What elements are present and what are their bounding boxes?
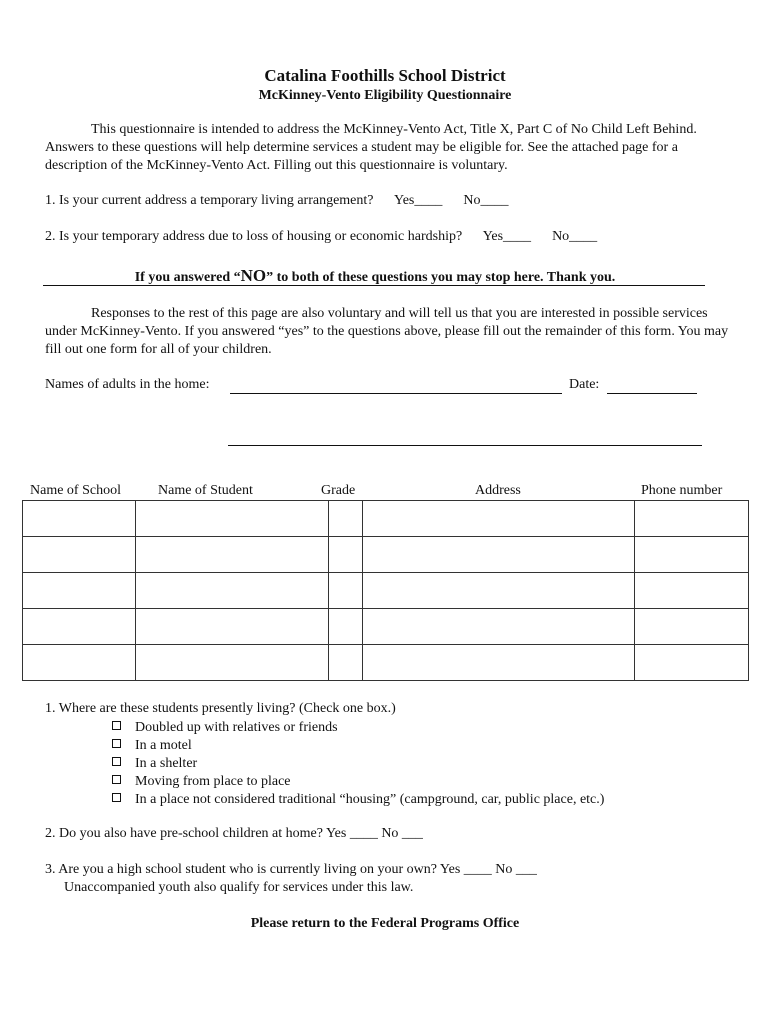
checkbox-icon[interactable]	[112, 757, 121, 766]
stop-notice	[45, 266, 705, 286]
screening-question-1-yes[interactable]: Yes____	[393, 193, 443, 208]
living-option[interactable]	[112, 719, 604, 737]
date-label: Date:	[569, 377, 600, 392]
living-option[interactable]	[112, 791, 604, 809]
screening-question-2	[45, 229, 597, 245]
adults-label: Names of adults in the home:	[45, 377, 210, 392]
grade-cell[interactable]	[329, 573, 363, 609]
living-option[interactable]	[112, 773, 604, 791]
phone-cell[interactable]	[635, 537, 749, 573]
school-cell[interactable]	[23, 537, 136, 573]
student-cell[interactable]	[136, 501, 329, 537]
screening-question-1	[45, 193, 508, 209]
intro-paragraph	[45, 121, 735, 175]
living-question: 1. Where are these students presently living? (Check one box.)	[45, 701, 396, 716]
address-cell[interactable]	[363, 645, 635, 681]
preschool-question: 2. Do you also have pre-school children at home? Yes ____ No ___	[45, 826, 423, 841]
district-title: Catalina Foothills School District	[264, 66, 506, 85]
adults-names-field[interactable]	[230, 393, 562, 394]
address-cell[interactable]	[363, 501, 635, 537]
table-row	[23, 609, 749, 645]
living-option[interactable]	[112, 755, 604, 773]
students-table	[22, 500, 749, 681]
grade-cell[interactable]	[329, 609, 363, 645]
stop-notice-after: ” to both of these questions you may stop here. Thank you.	[266, 270, 616, 285]
address-cell[interactable]	[363, 609, 635, 645]
table-row	[23, 573, 749, 609]
phone-cell[interactable]	[635, 573, 749, 609]
address-cell[interactable]	[363, 537, 635, 573]
col-header-phone: Phone number	[641, 483, 723, 498]
living-option-label: Doubled up with relatives or friends	[135, 720, 338, 735]
col-header-school: Name of School	[30, 483, 121, 498]
youth-note: Unaccompanied youth also qualify for services under this law.	[64, 880, 414, 895]
grade-cell[interactable]	[329, 501, 363, 537]
living-option-label: In a place not considered traditional “housing” (campground, car, public place, etc.)	[135, 792, 605, 807]
phone-cell[interactable]	[635, 501, 749, 537]
col-header-grade: Grade	[321, 483, 356, 498]
living-options	[112, 719, 604, 809]
table-row	[23, 537, 749, 573]
col-header-address: Address	[475, 483, 521, 498]
intro-text: This questionnaire is intended to address the McKinney-Vento Act, Title X, Part C of No Child Left Behind. Answers to these questions will help determine services a student may be eligible for. See the attached page for a description of the McKinney-Vento Act. Filling out this questionnaire is voluntary.	[45, 122, 697, 173]
phone-cell[interactable]	[635, 609, 749, 645]
responses-paragraph	[45, 305, 735, 359]
living-option-label: Moving from place to place	[135, 774, 291, 789]
phone-cell[interactable]	[635, 645, 749, 681]
screening-question-2-yes[interactable]: Yes____	[482, 229, 532, 244]
screening-question-2-text: 2. Is your temporary address due to loss of housing or economic hardship?	[45, 229, 463, 244]
screening-question-1-no[interactable]: No____	[463, 193, 509, 208]
date-field[interactable]	[607, 393, 697, 394]
table-row	[23, 645, 749, 681]
living-option-label: In a motel	[135, 738, 192, 753]
school-cell[interactable]	[23, 573, 136, 609]
youth-question: 3. Are you a high school student who is currently living on your own? Yes ____ No ___	[45, 862, 537, 877]
return-instructions: Please return to the Federal Programs Office	[250, 916, 520, 931]
responses-text: Responses to the rest of this page are also voluntary and will tell us that you are interested in possible services under McKinney-Vento. If you answered “yes” to the questions above, please fill out the remainder of this form. You may fill out one form for all of your children.	[45, 306, 729, 357]
screening-question-1-text: 1. Is your current address a temporary living arrangement?	[45, 193, 374, 208]
student-cell[interactable]	[136, 609, 329, 645]
living-option-label: In a shelter	[135, 756, 198, 771]
screening-question-2-no[interactable]: No____	[552, 229, 598, 244]
school-cell[interactable]	[23, 501, 136, 537]
school-cell[interactable]	[23, 609, 136, 645]
school-cell[interactable]	[23, 645, 136, 681]
grade-cell[interactable]	[329, 537, 363, 573]
checkbox-icon[interactable]	[112, 739, 121, 748]
col-header-student: Name of Student	[158, 483, 253, 498]
checkbox-icon[interactable]	[112, 775, 121, 784]
table-row	[23, 501, 749, 537]
adults-names-field-continued[interactable]	[228, 445, 702, 446]
checkbox-icon[interactable]	[112, 721, 121, 730]
student-cell[interactable]	[136, 573, 329, 609]
form-title: McKinney-Vento Eligibility Questionnaire	[258, 88, 512, 103]
living-option[interactable]	[112, 737, 604, 755]
grade-cell[interactable]	[329, 645, 363, 681]
stop-notice-rule	[43, 285, 705, 286]
stop-notice-before: If you answered “	[134, 270, 241, 285]
stop-notice-emphasis: NO	[240, 266, 267, 285]
address-cell[interactable]	[363, 573, 635, 609]
student-cell[interactable]	[136, 537, 329, 573]
checkbox-icon[interactable]	[112, 793, 121, 802]
student-cell[interactable]	[136, 645, 329, 681]
